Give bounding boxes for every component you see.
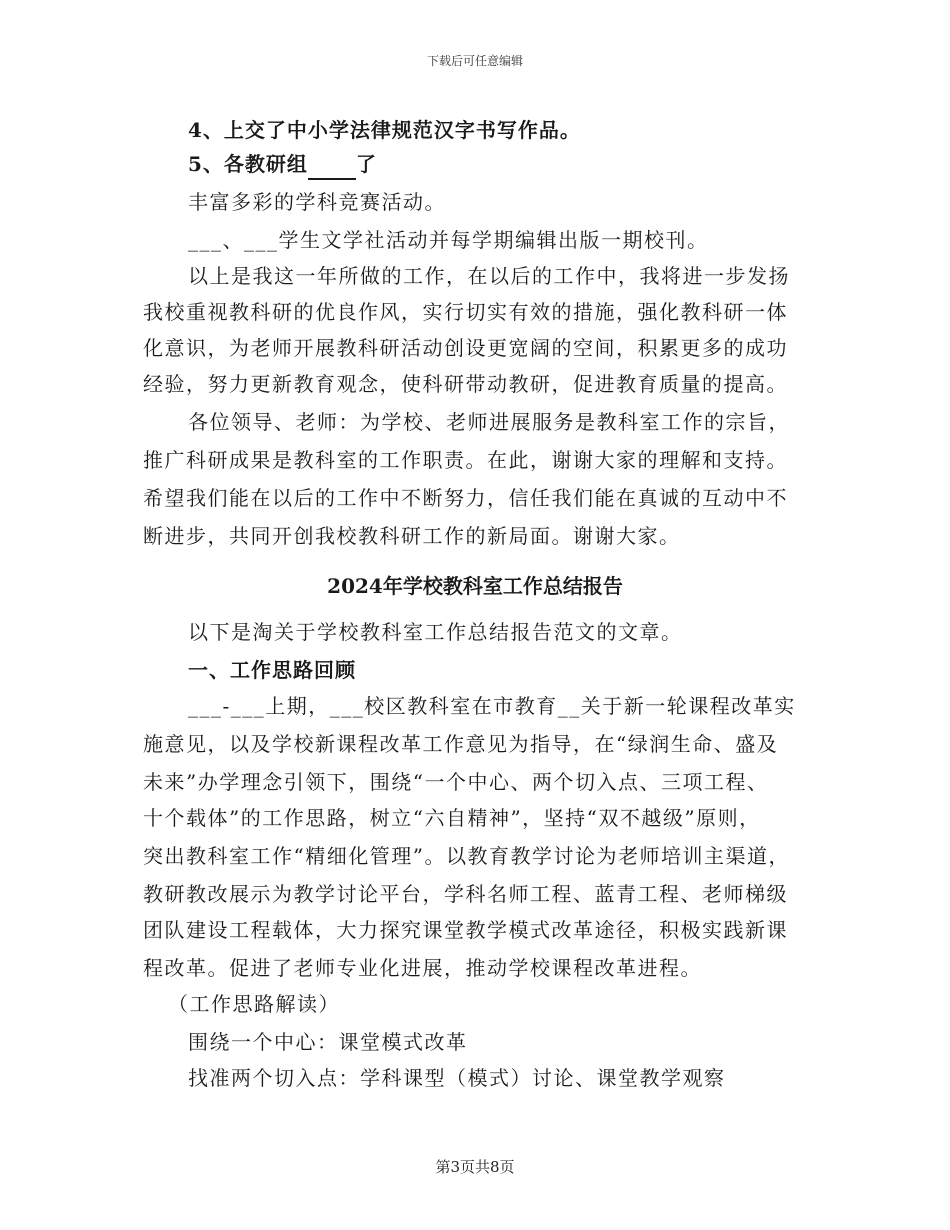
blank-underline xyxy=(308,150,356,180)
center-line: 围绕一个中心：课堂模式改革 xyxy=(188,1030,468,1054)
item-4: 4、上交了中小学法律规范汉字书写作品。 xyxy=(188,118,581,142)
item-5-text: 5、各教研组 xyxy=(188,152,308,176)
review-line3: 未来”办学理念引领下，围绕“一个中心、两个切入点、三项工程、 xyxy=(143,770,769,794)
review-line8: 程改革。促进了老师专业化进展，推动学校课程改革进程。 xyxy=(143,956,702,980)
literature-club-line: ___、___学生文学社活动并每学期编辑出版一期校刊。 xyxy=(188,228,709,252)
page-number: 第3页共8页 xyxy=(435,1158,515,1176)
entry-points-line: 找准两个切入点：学科课型（模式）讨论、课堂教学观察 xyxy=(188,1066,726,1090)
review-line1: ___-___上期，___校区教科室在市教育__关于新一轮课程改革实 xyxy=(188,694,796,718)
para2-line4: 断进步，共同开创我校教科研工作的新局面。谢谢大家。 xyxy=(143,524,681,548)
para1-line3: 化意识，为老师开展教科研活动创设更宽阔的空间，积累更多的成功 xyxy=(143,336,788,360)
para1-line4: 经验，努力更新教育观念，使科研带动教研，促进教育质量的提高。 xyxy=(143,372,788,396)
interpretation-label: （工作思路解读） xyxy=(168,992,340,1016)
intro-line: 以下是淘关于学校教科室工作总结报告范文的文章。 xyxy=(188,620,683,644)
review-line2: 施意见，以及学校新课程改革工作意见为指导，在“绿润生命、盛及 xyxy=(143,732,779,756)
document-title: 2024年学校教科室工作总结报告 xyxy=(327,574,623,598)
item-5-suffix: 了 xyxy=(355,152,377,176)
para1-line2: 我校重视教科研的优良作风，实行切实有效的措施，强化教科研一体 xyxy=(143,300,788,324)
header-note: 下载后可任意编辑 xyxy=(426,54,523,68)
para2-line1: 各位领导、老师：为学校、老师进展服务是教科室工作的宗旨， xyxy=(188,410,790,434)
review-line5: 突出教科室工作“精细化管理”。以教育教学讨论为老师培训主渠道， xyxy=(143,844,790,868)
review-line7: 团队建设工程载体，大力探究课堂教学模式改革途径，积极实践新课 xyxy=(143,918,788,942)
review-line6: 教研教改展示为教学讨论平台，学科名师工程、蓝青工程、老师梯级 xyxy=(143,882,788,906)
section-heading: 一、工作思路回顾 xyxy=(188,658,356,682)
review-line4: 十个载体”的工作思路，树立“六自精神”，坚持“双不越级”原则， xyxy=(143,806,761,830)
item-5 xyxy=(188,150,377,180)
para2-line2: 推广科研成果是教科室的工作职责。在此，谢谢大家的理解和支持。 xyxy=(143,448,788,472)
para2-line3: 希望我们能在以后的工作中不断努力，信任我们能在真诚的互动中不 xyxy=(143,486,788,510)
competition-line: 丰富多彩的学科竞赛活动。 xyxy=(188,190,446,214)
para1-line1: 以上是我这一年所做的工作，在以后的工作中，我将进一步发扬 xyxy=(188,264,790,288)
